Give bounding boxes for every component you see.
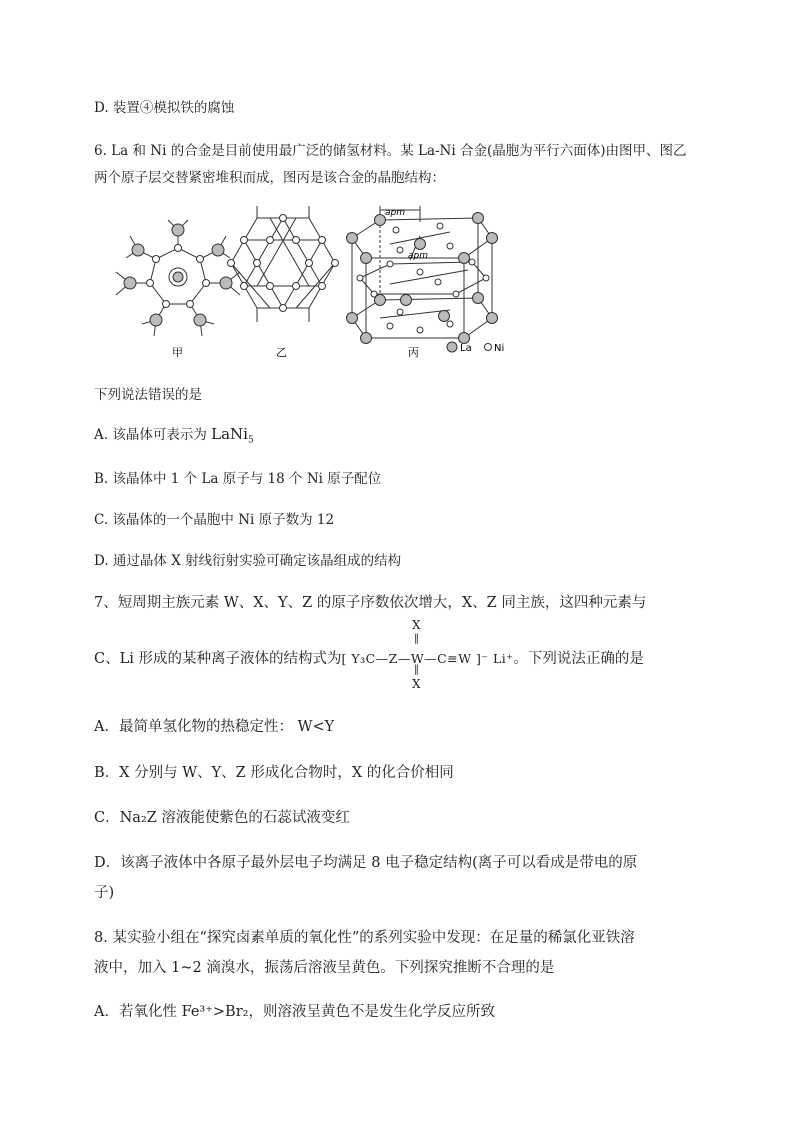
legend-la-icon (447, 342, 457, 352)
q7-formula-double-bond-top: ‖ (414, 633, 419, 644)
q7-formula-top: X (412, 618, 421, 632)
q6-option-a (94, 423, 254, 446)
q7-option-c: C．Na₂Z 溶液能使紫色的石蕊试液变红 (94, 810, 350, 826)
label-yi: 乙 (276, 346, 287, 359)
q7-option-b: B．X 分别与 W、Y、Z 形成化合物时，X 的化合价相同 (94, 765, 454, 781)
q7-stem-line1: 7、短周期主族元素 W、X、Y、Z 的原子序数依次增大，X、Z 同主族，这四种元素与 (94, 595, 647, 611)
q6-option-c: C. 该晶体的一个晶胞中 Ni 原子数为 12 (94, 512, 335, 528)
legend-ni: Ni (494, 343, 505, 354)
q6-stem-line1: 6. La 和 Ni 的合金是目前使用最广泛的储氢材料。某 La-Ni 合金(晶胞为平行六面体)由图甲、图乙 (94, 143, 687, 159)
legend-la: La (460, 343, 472, 354)
q6-option-a-prefix: A. 该晶体可表示为 (94, 427, 212, 443)
q7-stem-suffix: 。下列说法正确的是 (513, 651, 644, 667)
q6-option-a-formula: LaNi (211, 425, 248, 443)
label-bing: 丙 (408, 346, 419, 359)
q6-stem-line2: 两个原子层交替紧密堆积而成，图丙是该合金的晶胞结构： (94, 170, 445, 186)
q7-formula-bottom: X (412, 677, 421, 691)
q6-option-b: B. 该晶体中 1 个 La 原子与 18 个 Ni 原子配位 (94, 471, 382, 487)
q6-question: 下列说法错误的是 (94, 387, 202, 403)
figure-yi-atoms (228, 215, 339, 312)
label-apm-1: apm (385, 208, 405, 218)
q7-formula-double-bond-bottom: ‖ (414, 664, 419, 675)
q6-option-a-sub: 5 (247, 435, 254, 446)
crystal-figures (90, 200, 530, 365)
q7-stem-prefix: C、Li 形成的某种离子液体的结构式为 (94, 651, 342, 667)
q8-option-a: A．若氧化性 Fe³⁺>Br₂，则溶液呈黄色不是发生化学反应所致 (94, 1004, 495, 1020)
legend-ni-icon (485, 344, 492, 351)
label-jia: 甲 (172, 346, 183, 359)
q7-option-d-line1: D．该离子液体中各原子最外层电子均满足 8 电子稳定结构(离子可以看成是带电的原 (94, 855, 638, 871)
q8-stem-line2: 液中，加入 1~2 滴溴水，振荡后溶液呈黄色。下列探究推断不合理的是 (94, 960, 555, 976)
label-apm-2: apm (408, 251, 428, 261)
q7-option-d-line2: 子) (94, 885, 115, 901)
q7-option-a: A．最简单氢化物的热稳定性： W<Y (94, 719, 335, 735)
q8-stem-line1: 8. 某实验小组在“探究卤素单质的氧化性”的系列实验中发现：在足量的稀氯化亚铁溶 (94, 930, 635, 946)
q5-option-d: D. 装置④模拟铁的腐蚀 (94, 100, 235, 116)
q7-formula: [ Y₃C—Z—W—C≡W ]⁻ Li⁺ (341, 651, 514, 666)
q7-stem-line2 (94, 647, 644, 668)
q6-option-d: D. 通过晶体 X 射线衍射实验可确定该晶组成的结构 (94, 553, 402, 569)
